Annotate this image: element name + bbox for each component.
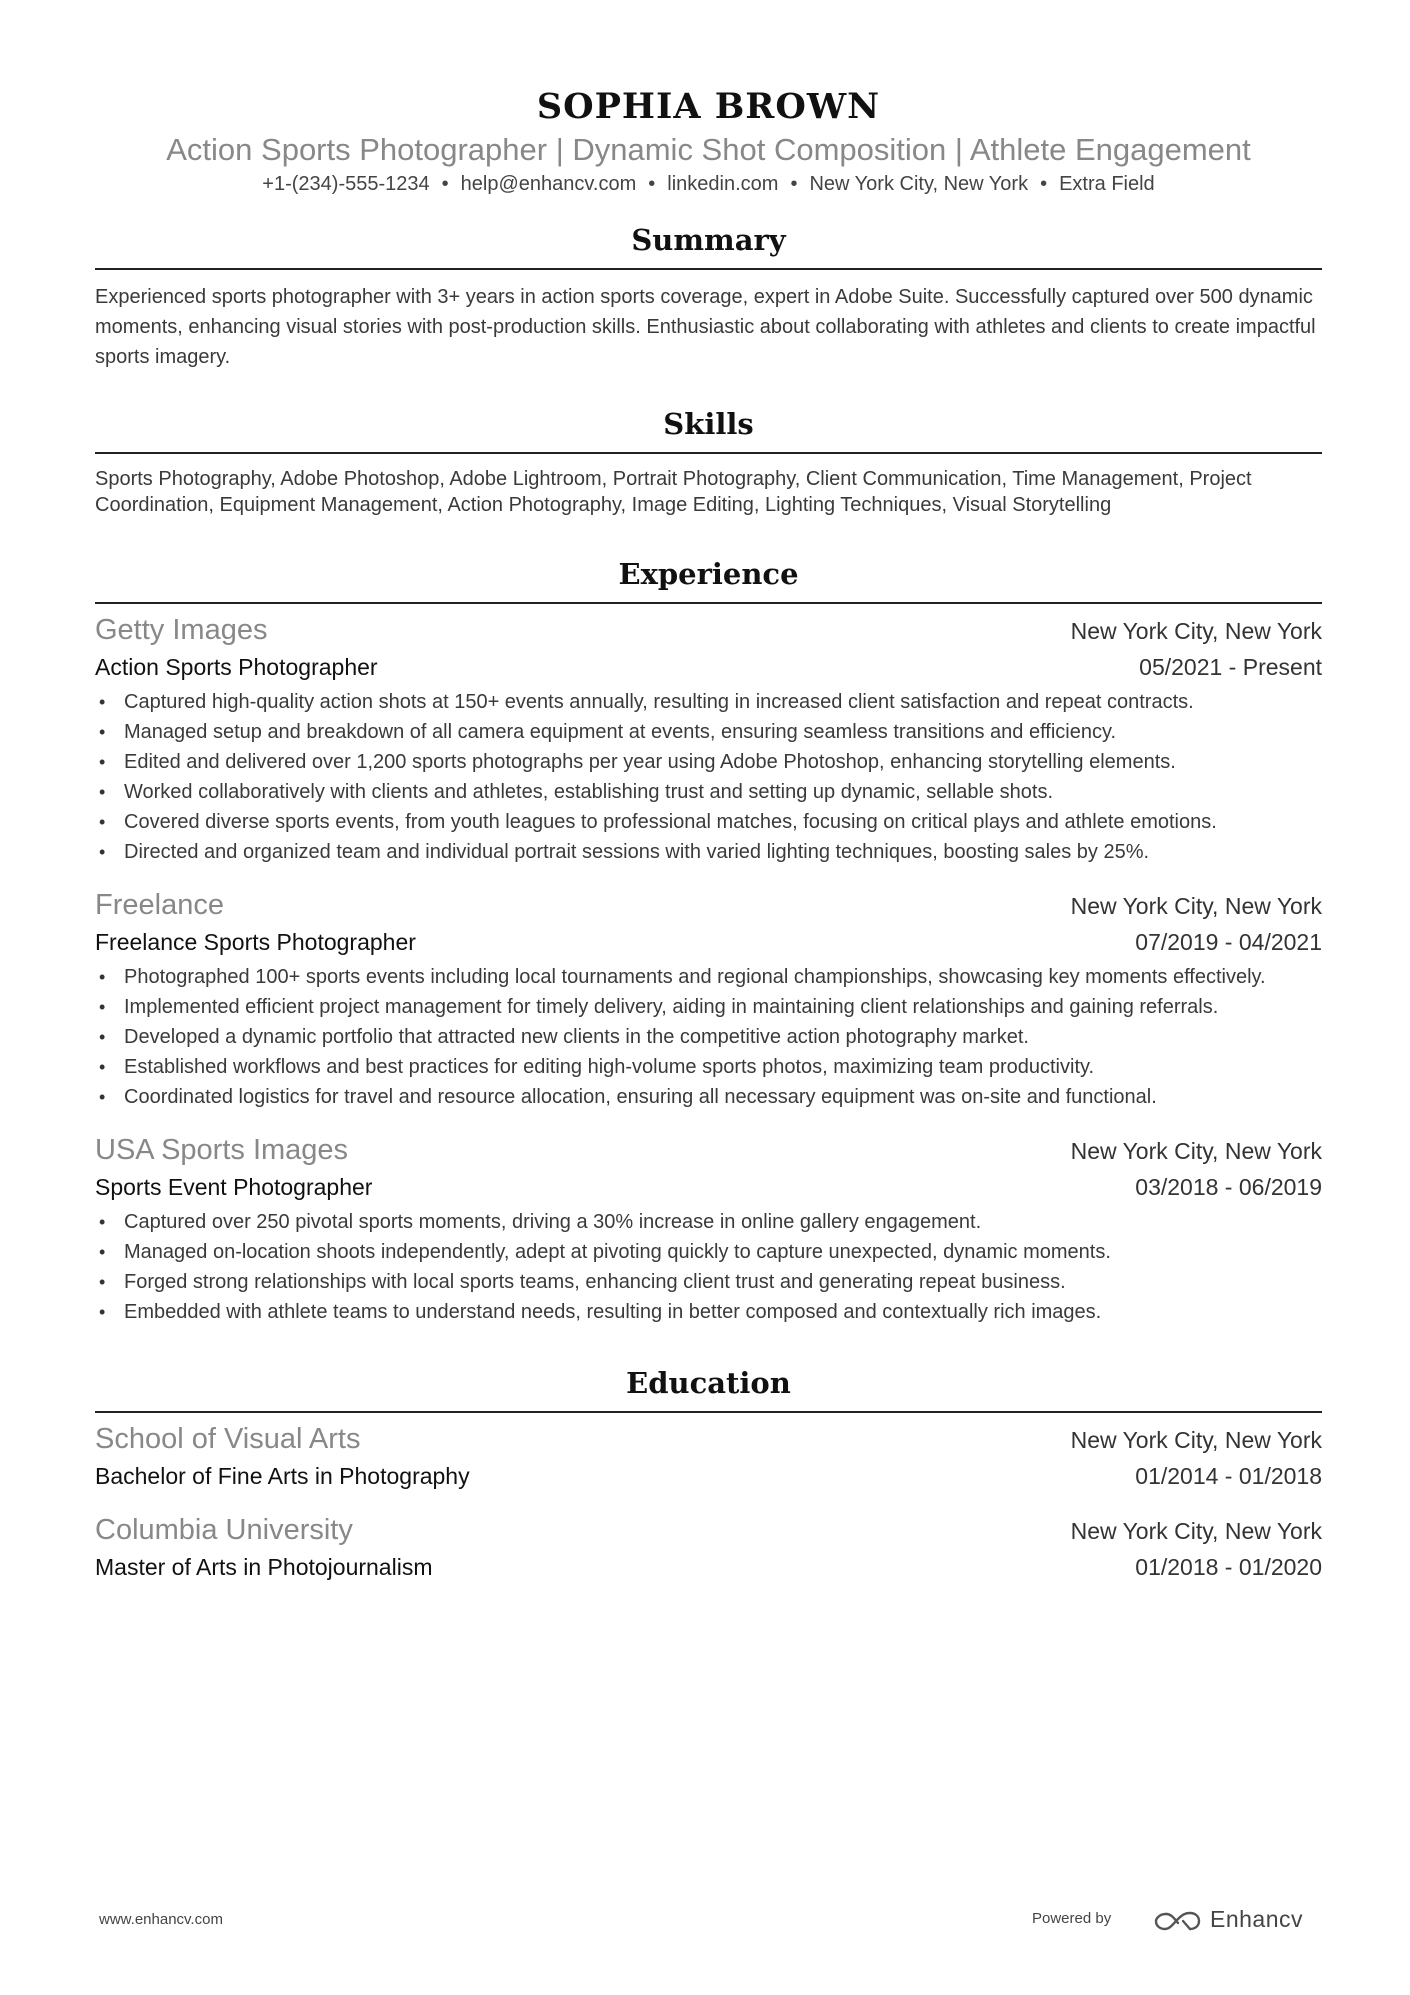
list-item: • Captured high-quality action shots at 150+ events annually, resulting in increased client satisfaction and repeat contracts. [95,687,1322,717]
entry-header-row [95,612,1322,649]
list-item: • Photographed 100+ sports events including local tournaments and regional championships, showcasing key moments effectively. [95,962,1322,992]
entry-location: New York City, New York [1070,618,1322,644]
list-item: • Forged strong relationships with local sports teams, enhancing client trust and generating repeat business. [95,1267,1322,1297]
company-name: USA Sports Images [95,1134,349,1166]
entry-role-row [95,1169,1322,1205]
entry-location: New York City, New York [1070,893,1322,919]
resume-page [95,0,1322,1585]
entry-location: New York City, New York [1070,1518,1322,1544]
list-item: • Developed a dynamic portfolio that attracted new clients in the competitive action photography market. [95,1022,1322,1052]
experience-entry [95,887,1322,1112]
entry-header-row [95,1132,1322,1169]
experience-entry [95,1132,1322,1327]
entry-role-row [95,649,1322,685]
contact-email[interactable]: help@enhancv.com [460,173,637,195]
list-item: • Managed setup and breakdown of all camera equipment at events, ensuring seamless transitions and efficiency. [95,717,1322,747]
list-item: • Coordinated logistics for travel and resource allocation, ensuring all necessary equipment was on-site and functional. [95,1082,1322,1112]
entry-dates: 01/2014 - 01/2018 [1135,1463,1322,1489]
company-name: Getty Images [95,614,268,646]
list-item: • Embedded with athlete teams to understand needs, resulting in better composed and contextually rich images. [95,1297,1322,1327]
list-item: • Directed and organized team and individual portrait sessions with varied lighting techniques, boosting sales by 25%. [95,837,1322,867]
entry-location: New York City, New York [1070,1427,1322,1453]
entry-degree-row [95,1549,1322,1585]
achievement-list [95,687,1322,867]
summary-text: Experienced sports photographer with 3+ years in action sports coverage, expert in Adobe Suite. Successfully captured over 500 dynamic moments, enhancing visual stories with post-production skills. Enthusiastic about collaborating with athletes and clients to create impactful sports imagery. [95,286,1316,368]
footer-website-link[interactable]: www.enhancv.com [99,1911,223,1928]
list-item: • Managed on-location shoots independently, adept at pivoting quickly to capture unexpected, dynamic moments. [95,1237,1322,1267]
contact-phone: +1-(234)-555-1234 [262,173,430,195]
contact-extra-field: Extra Field [1059,173,1155,195]
experience-section [95,554,1322,1327]
entry-header-row [95,1512,1322,1549]
entry-degree-row [95,1458,1322,1494]
school-name: Columbia University [95,1514,353,1546]
school-name: School of Visual Arts [95,1423,361,1455]
contact-line [95,170,1322,198]
entry-location: New York City, New York [1070,1138,1322,1164]
summary-section [95,220,1322,372]
enhancv-logo-icon [1152,1904,1204,1942]
section-divider [95,602,1322,604]
section-title-summary: Summary [631,223,786,257]
achievement-list [95,1207,1322,1327]
candidate-headline: Action Sports Photographer | Dynamic Shot Composition | Athlete Engagement [166,132,1251,167]
job-title: Sports Event Photographer [95,1174,373,1200]
contact-linkedin[interactable]: linkedin.com [667,173,779,195]
contact-location: New York City, New York [809,173,1029,195]
section-title-experience: Experience [618,557,799,591]
list-item: • Captured over 250 pivotal sports moments, driving a 30% increase in online gallery engagement. [95,1207,1322,1237]
degree-title: Bachelor of Fine Arts in Photography [95,1463,470,1489]
list-item: • Edited and delivered over 1,200 sports photographs per year using Adobe Photoshop, enhancing storytelling elements. [95,747,1322,777]
contact-separator: • [1040,173,1048,195]
achievement-list [95,962,1322,1112]
job-title: Action Sports Photographer [95,654,378,680]
contact-separator: • [648,173,656,195]
entry-dates: 05/2021 - Present [1139,654,1322,680]
degree-title: Master of Arts in Photojournalism [95,1554,433,1580]
contact-separator: • [441,173,449,195]
contact-separator: • [790,173,798,195]
company-name: Freelance [95,889,224,921]
entry-dates: 07/2019 - 04/2021 [1135,929,1322,955]
education-entry [95,1421,1322,1494]
section-divider [95,452,1322,454]
list-item: • Implemented efficient project management for timely delivery, aiding in maintaining client relationships and gaining referrals. [95,992,1322,1022]
candidate-name: SOPHIA BROWN [536,86,881,127]
education-entry [95,1512,1322,1585]
education-section [95,1363,1322,1585]
enhancv-brand-name: Enhancv [1210,1906,1304,1932]
section-title-education: Education [626,1366,791,1400]
entry-dates: 01/2018 - 01/2020 [1135,1554,1322,1580]
job-title: Freelance Sports Photographer [95,929,416,955]
entry-role-row [95,924,1322,960]
skills-section [95,404,1322,518]
page-footer [0,1908,1410,1938]
section-divider [95,1411,1322,1413]
entry-dates: 03/2018 - 06/2019 [1135,1174,1322,1200]
experience-entry [95,612,1322,867]
section-title-skills: Skills [663,407,754,441]
list-item: • Covered diverse sports events, from youth leagues to professional matches, focusing on critical plays and athlete emotions. [95,807,1322,837]
list-item: • Worked collaboratively with clients and athletes, establishing trust and setting up dynamic, sellable shots. [95,777,1322,807]
section-divider [95,268,1322,270]
entry-header-row [95,887,1322,924]
list-item: • Established workflows and best practices for editing high-volume sports photos, maximizing team productivity. [95,1052,1322,1082]
entry-header-row [95,1421,1322,1458]
powered-by-label: Powered by [1032,1910,1112,1927]
skills-text: Sports Photography, Adobe Photoshop, Adobe Lightroom, Portrait Photography, Client Communication, Time Management, Project Coordination, Equipment Management, Action Photography, Image Editing, Lighting Techniques, Visual Storytelling [95,468,1252,516]
